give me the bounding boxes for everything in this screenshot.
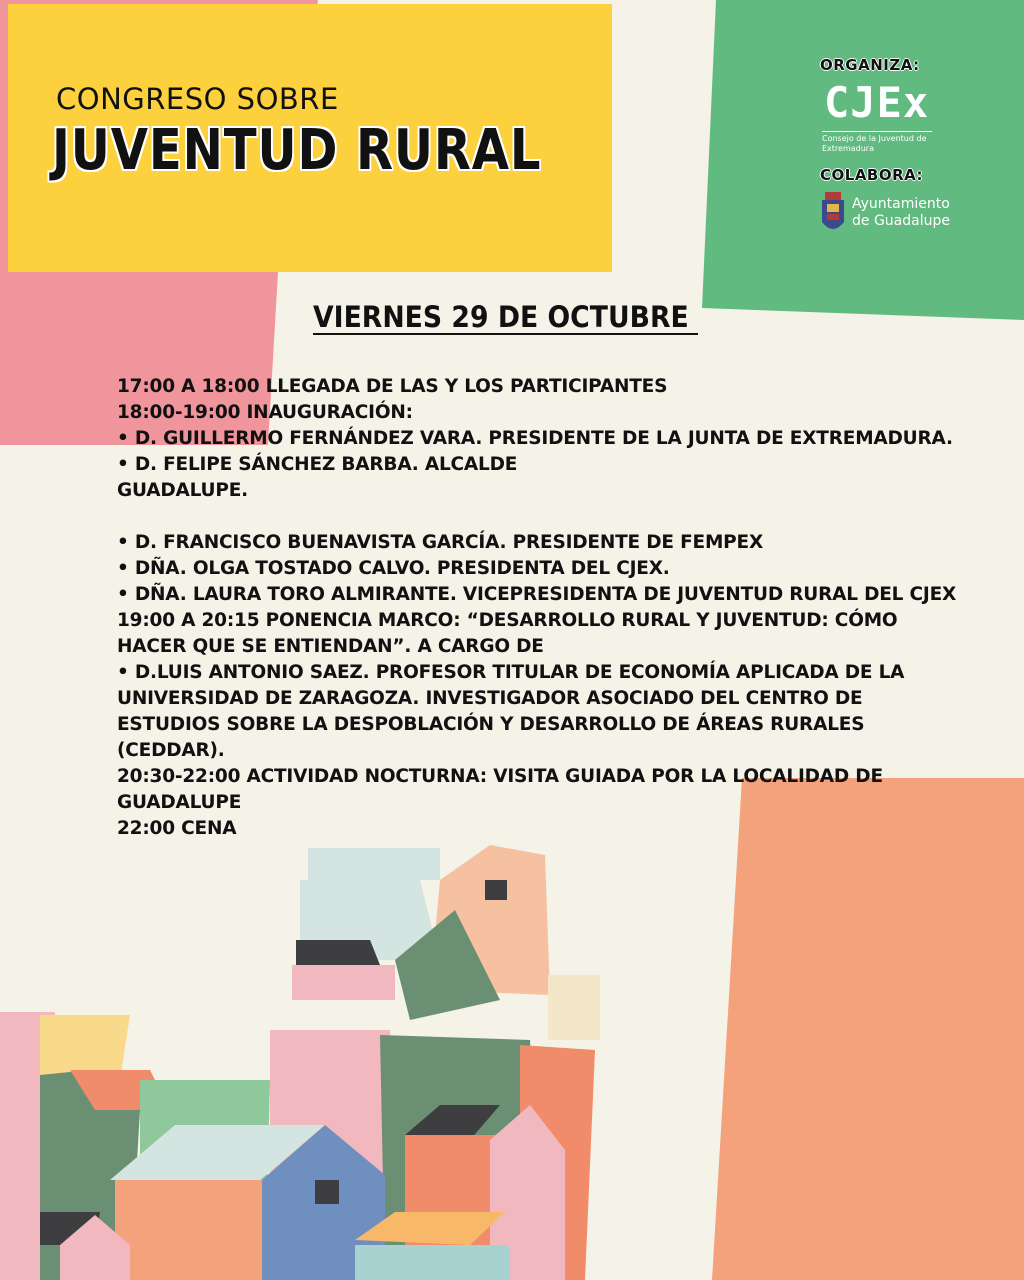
ponente-entry: • D.LUIS ANTONIO SAEZ. PROFESOR TITULAR DE ECONOMÍA APLICADA DE LA UNIVERSIDAD DE ZARAGOZA. INVESTIGADOR ASOCIADO DEL CENTRO DE ESTUDIOS SOBRE LA DESPOBLACIÓN Y DESARROLLO DE ÁREAS RURALES (CEDDAR). [117,662,905,761]
day-heading: VIERNES 29 DE OCTUBRE [313,300,699,334]
title-line-2: JUVENTUD RURAL [52,118,542,183]
ponencia-entry: 19:00 A 20:15 PONENCIA MARCO: “DESARROLLO RURAL Y JUVENTUD: CÓMO HACER QUE SE ENTIENDAN”. A CARGO DE [117,610,898,657]
guadalupe-shield-icon [821,192,845,236]
organiza-label: ORGANIZA: [820,56,920,74]
arrival-entry: 17:00 A 18:00 LLEGADA DE LAS Y LOS PARTICIPANTES [117,376,668,397]
title-line-1: CONGRESO SOBRE [56,82,339,116]
village-illustration [0,845,600,1280]
colabora-label: COLABORA: [820,166,924,184]
cjex-logo: CJEx [824,78,930,127]
green-shape [702,0,1024,320]
night-activity-entry: 20:30-22:00 ACTIVIDAD NOCTURNA: VISITA GUIADA POR LA LOCALIDAD DE GUADALUPE [117,766,883,813]
dinner-entry: 22:00 CENA [117,818,237,839]
cjex-subtitle: Consejo de la Juventud de Extremadura [822,131,932,154]
speaker-2: • D. FELIPE SÁNCHEZ BARBA. ALCALDE [117,454,518,475]
program-schedule [117,374,957,842]
speaker-5: • DÑA. LAURA TORO ALMIRANTE. VICEPRESIDENTA DE JUVENTUD RURAL DEL CJEX [117,584,957,605]
ayuntamiento-logo-text [852,196,950,230]
ayuntamiento-line-2: de Guadalupe [852,213,950,229]
speaker-2-block [117,452,957,504]
speaker-1: • D. GUILLERMO FERNÁNDEZ VARA. PRESIDENTE DE LA JUNTA DE EXTREMADURA. [117,428,953,449]
inauguration-title: 18:00-19:00 INAUGURACIÓN: [117,402,413,423]
speaker-4: • DÑA. OLGA TOSTADO CALVO. PRESIDENTA DEL CJEX. [117,558,670,579]
speaker-2-line-2: GUADALUPE. [117,480,249,501]
speaker-3: • D. FRANCISCO BUENAVISTA GARCÍA. PRESIDENTE DE FEMPEX [117,532,764,553]
salmon-shape [712,778,1024,1280]
ayuntamiento-line-1: Ayuntamiento [852,196,950,212]
